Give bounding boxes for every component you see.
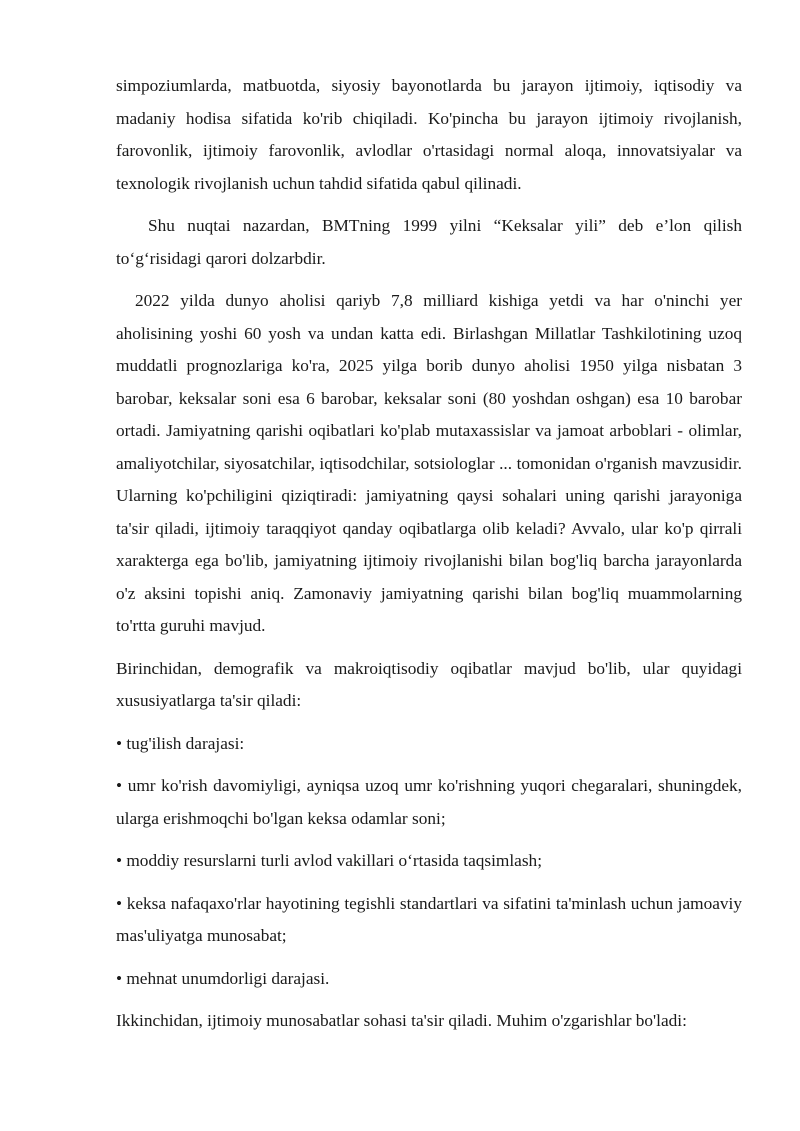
bullet-item: • umr ko'rish davomiyligi, ayniqsa uzoq umr ko'rishning yuqori chegaralari, shuningdek, ularga erishmoqchi bo'lgan keksa odamlar soni; xyxy=(116,776,742,828)
document-page xyxy=(116,70,742,1038)
paragraph-intro: simpoziumlarda, matbuotda, siyosiy bayonotlarda bu jarayon ijtimoiy, iqtisodiy va madaniy hodisa sifatida ko'rib chiqiladi. Ko'pincha bu jarayon ijtimoiy rivojlanish, farovonlik, ijtimoiy farovonlik, avlodlar o'rtasidagi normal aloqa, innovatsiyalar va texnologik rivojlanish uchun tahdid sifatida qabul qilinadi. xyxy=(116,76,742,193)
paragraph-first-group: Birinchidan, demografik va makroiqtisodiy oqibatlar mavjud bo'lib, ular quyidagi xususiyatlarga ta'sir qiladi: xyxy=(116,658,742,710)
bullet-item: • keksa nafaqaxo'rlar hayotining tegishli standartlari va sifatini ta'minlash uchun jamoaviy mas'uliyatga munosabat; xyxy=(116,893,742,945)
paragraph-population: 2022 yilda dunyo aholisi qariyb 7,8 milliard kishiga yetdi va har o'ninchi yer aholisining yoshi 60 yosh va undan katta edi. Birlashgan Millatlar Tashkilotining uzoq muddatli prognozlariga ko'ra, 2025 yilga borib dunyo aholisi 1950 yilga nisbatan 3 barobar, keksalar soni esa 6 barobar, keksalar soni (80 yoshdan oshgan) esa 10 barobar ortadi. Jamiyatning qarishi oqibatlari ko'plab mutaxassislar va jamoat arboblari - olimlar, amaliyotchilar, siyosatchilar, iqtisodchilar, sotsiologlar ... tomonidan o'rganish mavzusidir. Ularning ko'pchiligini qiziqtiradi: jamiyatning qaysi sohalari uning qarishi jarayoniga ta'sir qiladi, ijtimoiy taraqqiyot qanday oqibatlarga olib keladi? Avvalo, ular ko'p qirrali xarakterga ega bo'lib, jamiyatning ijtimoiy rivojlanishi bilan bog'liq barcha jarayonlarda o'z aksini topishi aniq. Zamonaviy jamiyatning qarishi bilan bog'liq muammolarning to'rtta guruhi mavjud. xyxy=(116,291,742,635)
bullet-item: • tug'ilish darajasi: xyxy=(116,733,245,753)
paragraph-un-decision: Shu nuqtai nazardan, BMTning 1999 yilni “Keksalar yili” deb e’lon qilish to‘g‘risidagi qarori dolzarbdir. xyxy=(116,216,742,268)
bullet-item: • mehnat unumdorligi darajasi. xyxy=(116,968,330,988)
bullet-item: • moddiy resurslarni turli avlod vakillari o‘rtasida taqsimlash; xyxy=(116,851,542,870)
paragraph-second-group: Ikkinchidan, ijtimoiy munosabatlar sohasi ta'sir qiladi. Muhim o'zgarishlar bo'ladi: xyxy=(116,1011,687,1030)
